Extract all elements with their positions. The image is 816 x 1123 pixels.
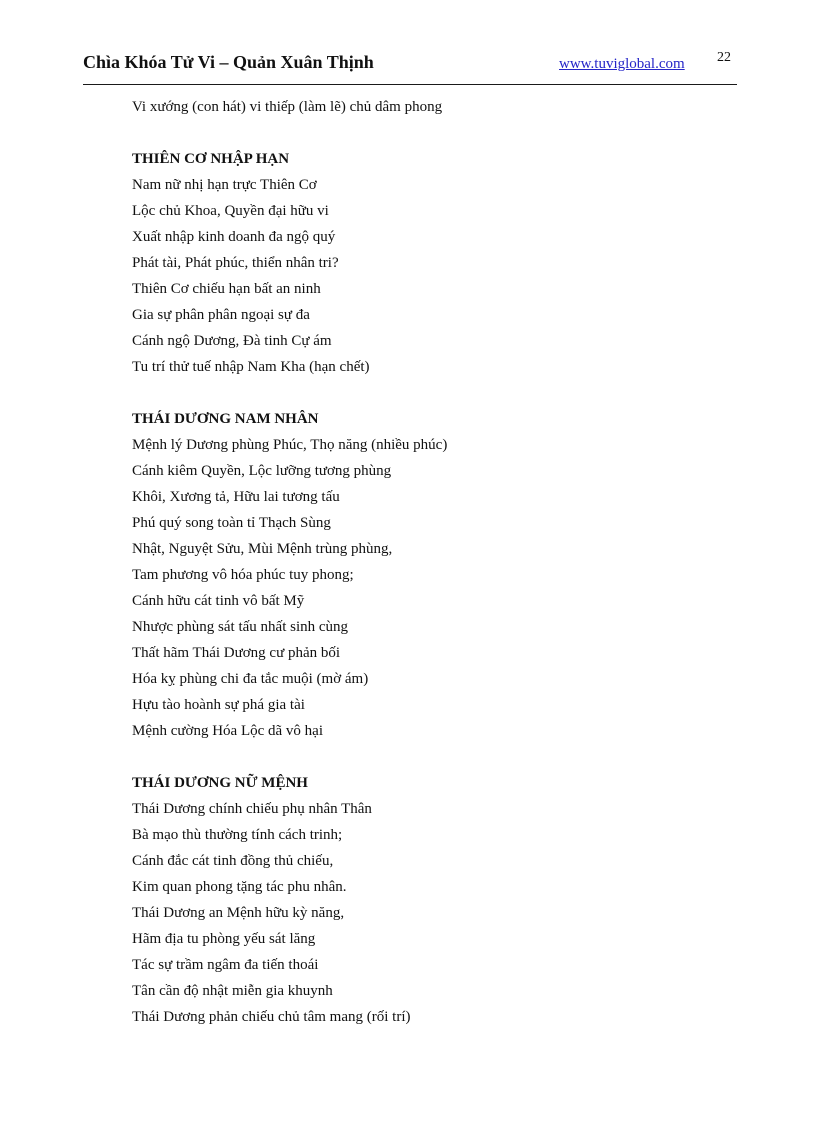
section-heading: THÁI DƯƠNG NỮ MỆNH (132, 775, 308, 791)
verse-line: Thất hãm Thái Dương cư phản bối (132, 645, 341, 661)
verse-line: Bà mạo thù thường tính cách trinh; (132, 827, 343, 843)
verse-line: Phát tài, Phát phúc, thiển nhân tri? (132, 255, 339, 271)
verse-line: Xuất nhập kinh doanh đa ngộ quý (132, 229, 336, 245)
page-body (132, 94, 732, 1030)
verse-line: Tác sự trầm ngâm đa tiến thoái (132, 957, 319, 973)
verse-line: Hãm địa tu phòng yếu sát lăng (132, 931, 316, 947)
verse-line: Thái Dương chính chiếu phụ nhân Thân (132, 801, 372, 817)
section-thai-duong-nam-nhan (132, 406, 732, 744)
verse-line: Hựu tào hoành sự phá gia tài (132, 697, 305, 713)
verse-line: Nam nữ nhị hạn trực Thiên Cơ (132, 177, 317, 193)
verse-line: Nhật, Nguyệt Sửu, Mùi Mệnh trùng phùng, (132, 541, 393, 557)
document-title: Chìa Khóa Tử Vi – Quản Xuân Thịnh (83, 52, 374, 72)
verse-line: Phú quý song toàn tỉ Thạch Sùng (132, 515, 331, 531)
verse-line: Hóa kỵ phùng chi đa tắc muội (mờ ám) (132, 671, 369, 687)
section-heading: THÁI DƯƠNG NAM NHÂN (132, 411, 319, 427)
verse-line: Thiên Cơ chiếu hạn bất an ninh (132, 281, 321, 297)
section-thien-co-nhap-han (132, 146, 732, 380)
intro-line: Vi xướng (con hát) vi thiếp (làm lẽ) chủ dâm phong (132, 99, 443, 115)
verse-line: Khôi, Xương tả, Hữu lai tương tấu (132, 489, 340, 505)
verse-line: Lộc chủ Khoa, Quyền đại hữu vi (132, 203, 329, 219)
verse-line: Cánh đắc cát tinh đồng thủ chiếu, (132, 853, 334, 869)
section-thai-duong-nu-menh (132, 770, 732, 1030)
page-number: 22 (717, 50, 731, 65)
verse-line: Gia sự phân phân ngoại sự đa (132, 307, 310, 323)
verse-line: Tu trí thử tuế nhập Nam Kha (hạn chết) (132, 359, 370, 375)
verse-line: Mệnh lý Dương phùng Phúc, Thọ năng (nhiều phúc) (132, 437, 448, 453)
verse-line: Cánh kiêm Quyền, Lộc lưỡng tương phùng (132, 463, 392, 479)
verse-line: Thái Dương phản chiếu chủ tâm mang (rối trí) (132, 1009, 411, 1025)
verse-line: Nhược phùng sát tấu nhất sinh cùng (132, 619, 349, 635)
website-link[interactable]: www.tuviglobal.com (559, 56, 685, 72)
page-header (83, 48, 737, 85)
verse-line: Tân cần độ nhật miễn gia khuynh (132, 983, 333, 999)
verse-line: Cánh hữu cát tinh vô bất Mỹ (132, 593, 305, 609)
verse-line: Thái Dương an Mệnh hữu kỳ năng, (132, 905, 345, 921)
verse-line: Mệnh cường Hóa Lộc dã vô hại (132, 723, 324, 739)
section-heading: THIÊN CƠ NHẬP HẠN (132, 151, 290, 167)
verse-line: Kim quan phong tặng tác phu nhân. (132, 879, 347, 895)
verse-line: Tam phương vô hóa phúc tuy phong; (132, 567, 354, 583)
verse-line: Cánh ngộ Dương, Đà tinh Cự ám (132, 333, 332, 349)
